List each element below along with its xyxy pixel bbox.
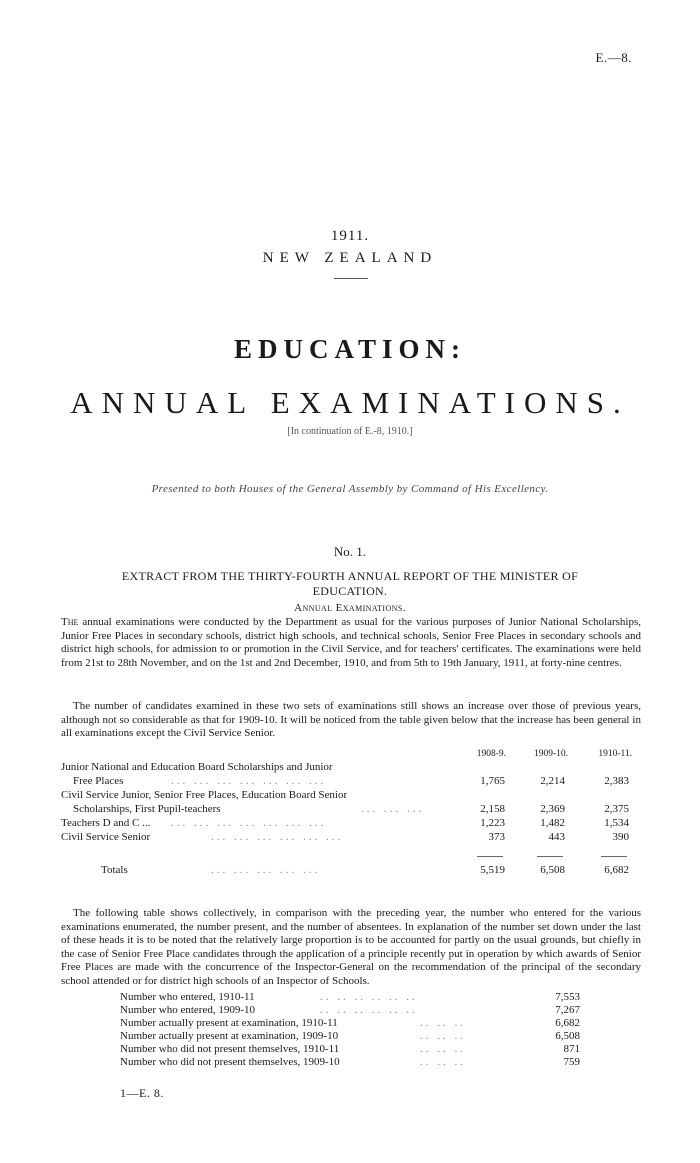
- cell-value: 871: [563, 1043, 580, 1055]
- row-leader-dots: ... ... ... ... ...: [211, 864, 321, 876]
- row-leader-dots: ... ... ... ... ... ... ...: [171, 817, 327, 829]
- cell-value: 2,375: [604, 803, 629, 815]
- total-value: 6,682: [604, 864, 629, 876]
- row-leader-dots: .. .. .. .. .. ..: [320, 1004, 418, 1016]
- table-row: [61, 817, 661, 829]
- cell-value: 7,553: [555, 991, 580, 1003]
- table-row: [61, 803, 661, 815]
- extract-heading-continued: EDUCATION.: [312, 584, 388, 598]
- total-rule: [477, 856, 503, 857]
- row-label: Number who entered, 1910-11: [120, 991, 255, 1003]
- table-header-1910: 1910-11.: [598, 749, 632, 759]
- paragraph-lead-word: The: [61, 616, 79, 628]
- table-row: [120, 1004, 580, 1016]
- section-subheading: Annual Examinations.: [294, 602, 406, 614]
- row-leader-dots: .. .. ..: [420, 1017, 466, 1029]
- cell-value: 2,158: [480, 803, 505, 815]
- paragraph-intro: [61, 616, 641, 670]
- report-year: 1911.: [330, 228, 370, 244]
- presentation-statement: Presented to both Houses of the General Assembly by Command of His Excellency.: [151, 483, 549, 495]
- table-row: [120, 1056, 580, 1068]
- table-row: [120, 991, 580, 1003]
- cell-value: 1,223: [480, 817, 505, 829]
- row-label: Number who did not present themselves, 1910-11: [120, 1043, 340, 1055]
- total-value: 5,519: [480, 864, 505, 876]
- country-heading: NEW ZEALAND: [262, 250, 438, 266]
- row-leader-dots: .. .. ..: [420, 1043, 466, 1055]
- row-label: Number who entered, 1909-10: [120, 1004, 256, 1016]
- row-leader-dots: ... ... ...: [361, 803, 425, 815]
- paragraph-intro-text: annual examinations were conducted by the Department as usual for the various purposes of Junior National Scholarships, Junior Free Places in secondary schools, district high schools, and technical schools, Senior Free Places in secondary schools and district high schools, for admission to or promotion in the Civil Service, and for teachers' certificates. The examinations were held from 21st to 28th November, and on the 1st and 2nd December, 1910, and from 5th to 19th January, 1911, at forty-nine centres.: [61, 616, 641, 669]
- cell-value: 7,267: [555, 1004, 580, 1016]
- cell-value: 2,383: [604, 775, 629, 787]
- row-label: Scholarships, First Pupil-teachers: [73, 803, 221, 815]
- row-label: Number actually present at examination, 1909-10: [120, 1030, 339, 1042]
- continuation-note: [In continuation of E.-8, 1910.]: [287, 426, 413, 437]
- paragraph-comparison: The following table shows collectively, in comparison with the preceding year, the number who entered for the various examinations enumerated, the number present, and the number of absentees. In explanation of the number set down under the last of these heads it is to be noted that the relatively large proportion is to be accounted for partly on the usual grounds, but chiefly in the case of Senior Free Place candidates through the application of a principle recently put in operation by which awards of Senior Free Places are made with the concurrence of the Inspector-General on the recommendation of the principal of the secondary school attended or for district high schools of an Inspector of Schools.: [61, 907, 641, 987]
- row-label: Civil Service Junior, Senior Free Places, Education Board Senior: [61, 789, 348, 801]
- table-row: [120, 1030, 580, 1042]
- total-rule: [601, 856, 627, 857]
- total-rule: [537, 856, 563, 857]
- document-code: E.—8.: [595, 50, 632, 65]
- row-label: Free Places: [73, 775, 124, 787]
- table-header-1908: 1908-9.: [476, 749, 506, 759]
- table-total-row: [61, 864, 661, 876]
- cell-value: 1,534: [604, 817, 629, 829]
- table-row: [61, 789, 661, 801]
- extract-heading: EXTRACT FROM THE THIRTY-FOURTH ANNUAL REPORT OF THE MINISTER OF: [121, 569, 579, 583]
- table-row: [120, 1043, 580, 1055]
- section-number: No. 1.: [333, 544, 367, 559]
- cell-value: 390: [612, 831, 629, 843]
- row-label: Civil Service Senior: [61, 831, 151, 843]
- cell-value: 759: [563, 1056, 580, 1068]
- row-label: Number actually present at examination, 1910-11: [120, 1017, 338, 1029]
- table-row: [61, 761, 661, 773]
- row-leader-dots: ... ... ... ... ... ...: [211, 831, 344, 843]
- row-leader-dots: ... ... ... ... ... ... ...: [171, 775, 327, 787]
- cell-value: 6,682: [555, 1017, 580, 1029]
- cell-value: 443: [548, 831, 565, 843]
- row-leader-dots: .. .. ..: [420, 1056, 466, 1068]
- table-header-1909: 1909-10.: [533, 749, 568, 759]
- row-leader-dots: .. .. ..: [420, 1030, 466, 1042]
- cell-value: 1,765: [480, 775, 505, 787]
- heading-divider: [334, 278, 368, 279]
- title-annual-examinations: ANNUAL EXAMINATIONS.: [70, 385, 630, 420]
- row-label: Teachers D and C ...: [61, 817, 151, 829]
- total-label: Totals: [101, 864, 128, 876]
- cell-value: 2,369: [540, 803, 565, 815]
- table-row: [61, 831, 661, 843]
- cell-value: 6,508: [555, 1030, 580, 1042]
- row-leader-dots: .. .. .. .. .. ..: [320, 991, 418, 1003]
- paragraph-candidates: The number of candidates examined in these two sets of examinations still shows an increase over those of previous years, although not so considerable as that for 1909-10. It will be noticed from the table given below that the increase has been general in all examinations except the Civil Service Senior.: [61, 700, 641, 739]
- cell-value: 373: [488, 831, 505, 843]
- table-row: [61, 775, 661, 787]
- title-education: EDUCATION:: [233, 334, 466, 364]
- row-label: Junior National and Education Board Scholarships and Junior: [61, 761, 333, 773]
- cell-value: 1,482: [540, 817, 565, 829]
- page-signature-mark: 1—E. 8.: [120, 1086, 164, 1100]
- total-value: 6,508: [540, 864, 565, 876]
- row-label: Number who did not present themselves, 1909-10: [120, 1056, 340, 1068]
- cell-value: 2,214: [540, 775, 565, 787]
- table-row: [120, 1017, 580, 1029]
